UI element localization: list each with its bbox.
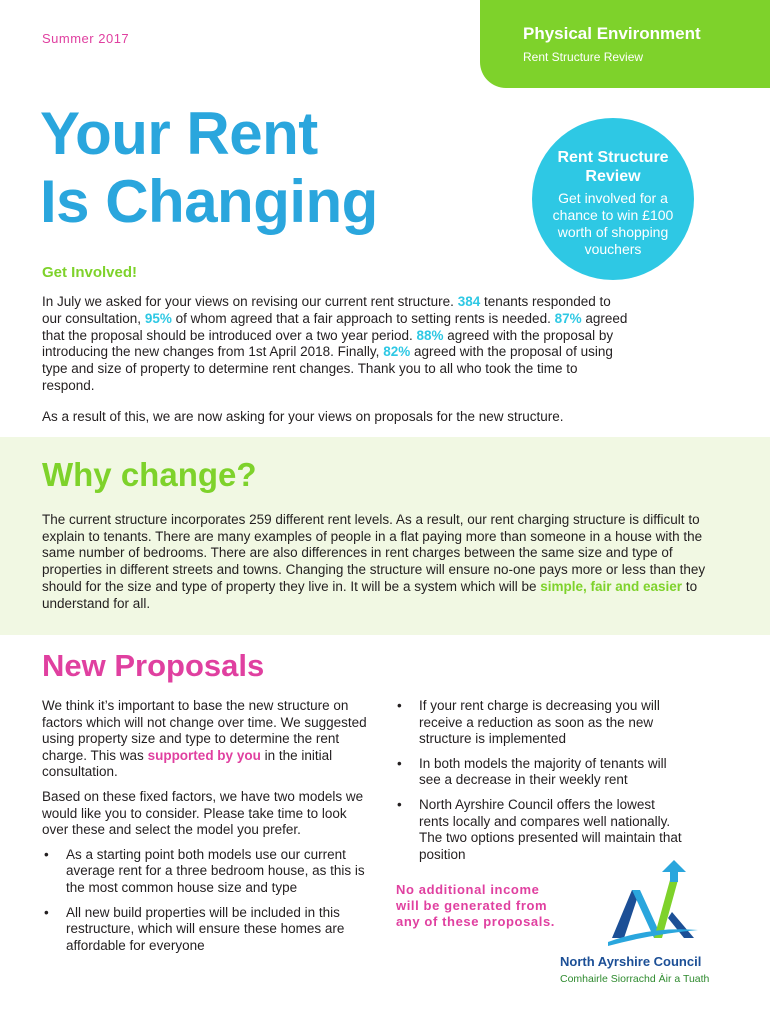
text-run: agreed with the proposal by introducing the new changes from 1st April 2018. Finally,	[42, 327, 614, 360]
views-request-paragraph: As a result of this, we are now asking for your views on proposals for the new structure.	[42, 409, 564, 424]
list-item	[42, 847, 372, 897]
stat-tenants: 384	[457, 294, 481, 309]
list-item	[395, 698, 685, 748]
bullet-icon: •	[44, 904, 49, 920]
council-name: North Ayrshire Council	[560, 954, 702, 969]
prize-callout-title: Rent Structure Review	[557, 149, 669, 185]
prize-callout-body: Get involved for a chance to win £100 worth of shopping vouchers	[552, 190, 674, 257]
list-item-text: As a starting point both models use our current average rent for a three bedroom house, as this is the most common house size and type	[66, 846, 365, 895]
get-involved-heading: Get Involved!	[42, 264, 138, 281]
page-title-line-2: Is Changing	[40, 168, 378, 235]
council-name-gaelic: Comhairle Siorrachd Àir a Tuath	[560, 973, 710, 985]
issue-date: Summer 2017	[42, 31, 130, 46]
consultation-results-paragraph	[42, 294, 632, 395]
text-run: The current structure incorporates 259 different rent levels. As a result, our rent charging structure is difficult to explain to tenants. There are many examples of people in a flat paying more than someone in a house with the same number of bedrooms. There are also differences in rent charges between the same size and type of properties in different streets and towns. Changing the structure will ensure no-one pays more or less than they should for the size and type of property they live in. It will be a system which will be	[42, 512, 706, 594]
section-tab	[480, 0, 770, 88]
no-income-notice: No additional income will be generated from any of these proposals.	[396, 882, 556, 929]
bullet-icon: •	[44, 846, 49, 862]
list-item	[42, 905, 372, 955]
stat-april-2018: 88%	[416, 327, 444, 343]
text-run: to understand for all.	[42, 578, 698, 611]
list-item	[395, 756, 685, 789]
list-item-text: All new build properties will be included in this restructure, which will ensure these homes are affordable for everyone	[66, 904, 345, 953]
why-change-heading: Why change?	[42, 456, 257, 493]
text-run: in the initial consultation.	[42, 747, 333, 780]
text-run: agreed with the proposal of using type and size of property to determine rent changes. Thank you to all who took the time to respond.	[42, 344, 613, 393]
new-proposals-heading: New Proposals	[42, 648, 265, 683]
simple-fair-highlight: simple, fair and easier	[540, 578, 683, 594]
section-tab-title: Physical Environment	[523, 24, 701, 43]
list-item-text: North Ayrshire Council offers the lowest rents locally and compares well nationally. The two options presented will maintain that position	[419, 796, 682, 862]
stat-two-year: 87%	[554, 310, 582, 326]
bullet-icon: •	[397, 698, 402, 713]
text-run: agreed that the proposal should be introduced over a two year period.	[42, 310, 628, 343]
bullet-icon: •	[397, 796, 402, 812]
list-item	[395, 797, 685, 863]
list-item-text: In both models the majority of tenants will see a decrease in their weekly rent	[419, 755, 667, 788]
bullet-icon: •	[397, 755, 402, 771]
text-run: We think it’s important to base the new structure on factors which will not change over time. We suggested using property size and type to determine the rent charge. This was	[42, 698, 367, 763]
section-tab-subtitle: Rent Structure Review	[523, 50, 644, 64]
proposals-intro-paragraph	[42, 698, 372, 781]
supported-highlight: supported by you	[147, 747, 261, 763]
why-change-paragraph	[42, 512, 732, 612]
proposals-left-column	[42, 698, 372, 962]
list-item-text: If your rent charge is decreasing you will receive a reduction as soon as the new structure is implemented	[419, 698, 660, 747]
prize-callout	[532, 118, 694, 280]
north-ayrshire-council-logo-icon	[602, 860, 702, 952]
right-bullet-list	[395, 698, 685, 863]
text-run: tenants responded to our consultation,	[42, 294, 611, 326]
page-title-line-1: Your Rent	[40, 100, 318, 167]
proposals-right-column	[395, 698, 685, 871]
stat-fair-approach: 95%	[144, 310, 172, 326]
page-title	[40, 100, 378, 236]
proposals-models-paragraph: Based on these fixed factors, we have two models we would like you to consider. Please take time to look over these and select the model you prefer.	[42, 788, 364, 838]
text-run: In July we asked for your views on revising our current rent structure.	[42, 294, 458, 309]
council-logo	[552, 860, 752, 990]
left-bullet-list	[42, 847, 372, 955]
text-run: of whom agreed that a fair approach to setting rents is needed.	[171, 310, 555, 326]
stat-type-size: 82%	[383, 344, 411, 360]
